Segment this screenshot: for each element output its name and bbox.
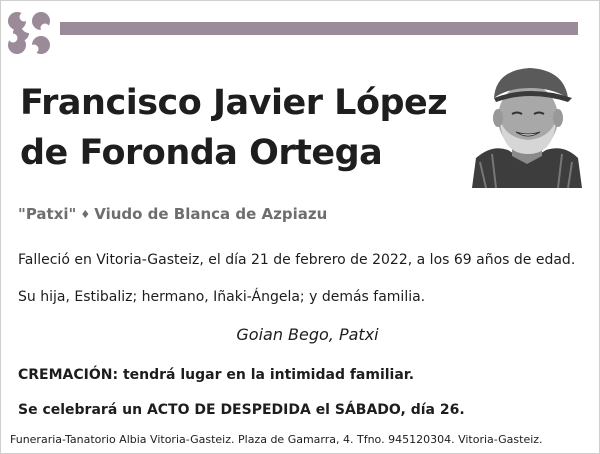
- name-line-2: de Foronda Ortega: [20, 133, 383, 173]
- family-text: Su hija, Estibaliz; hermano, Iñaki-Ángela; y demás familia.: [18, 289, 426, 305]
- portrait-photo: [472, 58, 582, 188]
- nickname: "Patxi": [18, 205, 77, 223]
- cremation-text: CREMACIÓN: tendrá lugar en la intimidad familiar.: [18, 367, 415, 383]
- motto: Goian Bego, Patxi: [236, 325, 379, 344]
- farewell-text: Se celebrará un ACTO DE DESPEDIDA el SÁBADO, día 26.: [18, 402, 465, 418]
- diamond-separator-icon: ♦: [80, 208, 91, 221]
- funeral-home-footer: Funeraria-Tanatorio Albia Vitoria-Gasteiz. Plaza de Gamarra, 4. Tfno. 945120304. Vitoria-Gasteiz.: [10, 433, 543, 446]
- deceased-name: [20, 78, 447, 178]
- name-line-1: Francisco Javier López: [20, 83, 448, 123]
- nickname-line: [18, 205, 327, 223]
- death-notice-text: Falleció en Vitoria-Gasteiz, el día 21 de febrero de 2022, a los 69 años de edad.: [18, 252, 576, 268]
- lauburu-icon: [4, 8, 54, 58]
- spouse-note: Viudo de Blanca de Azpiazu: [94, 205, 328, 223]
- header-bar: [60, 22, 578, 35]
